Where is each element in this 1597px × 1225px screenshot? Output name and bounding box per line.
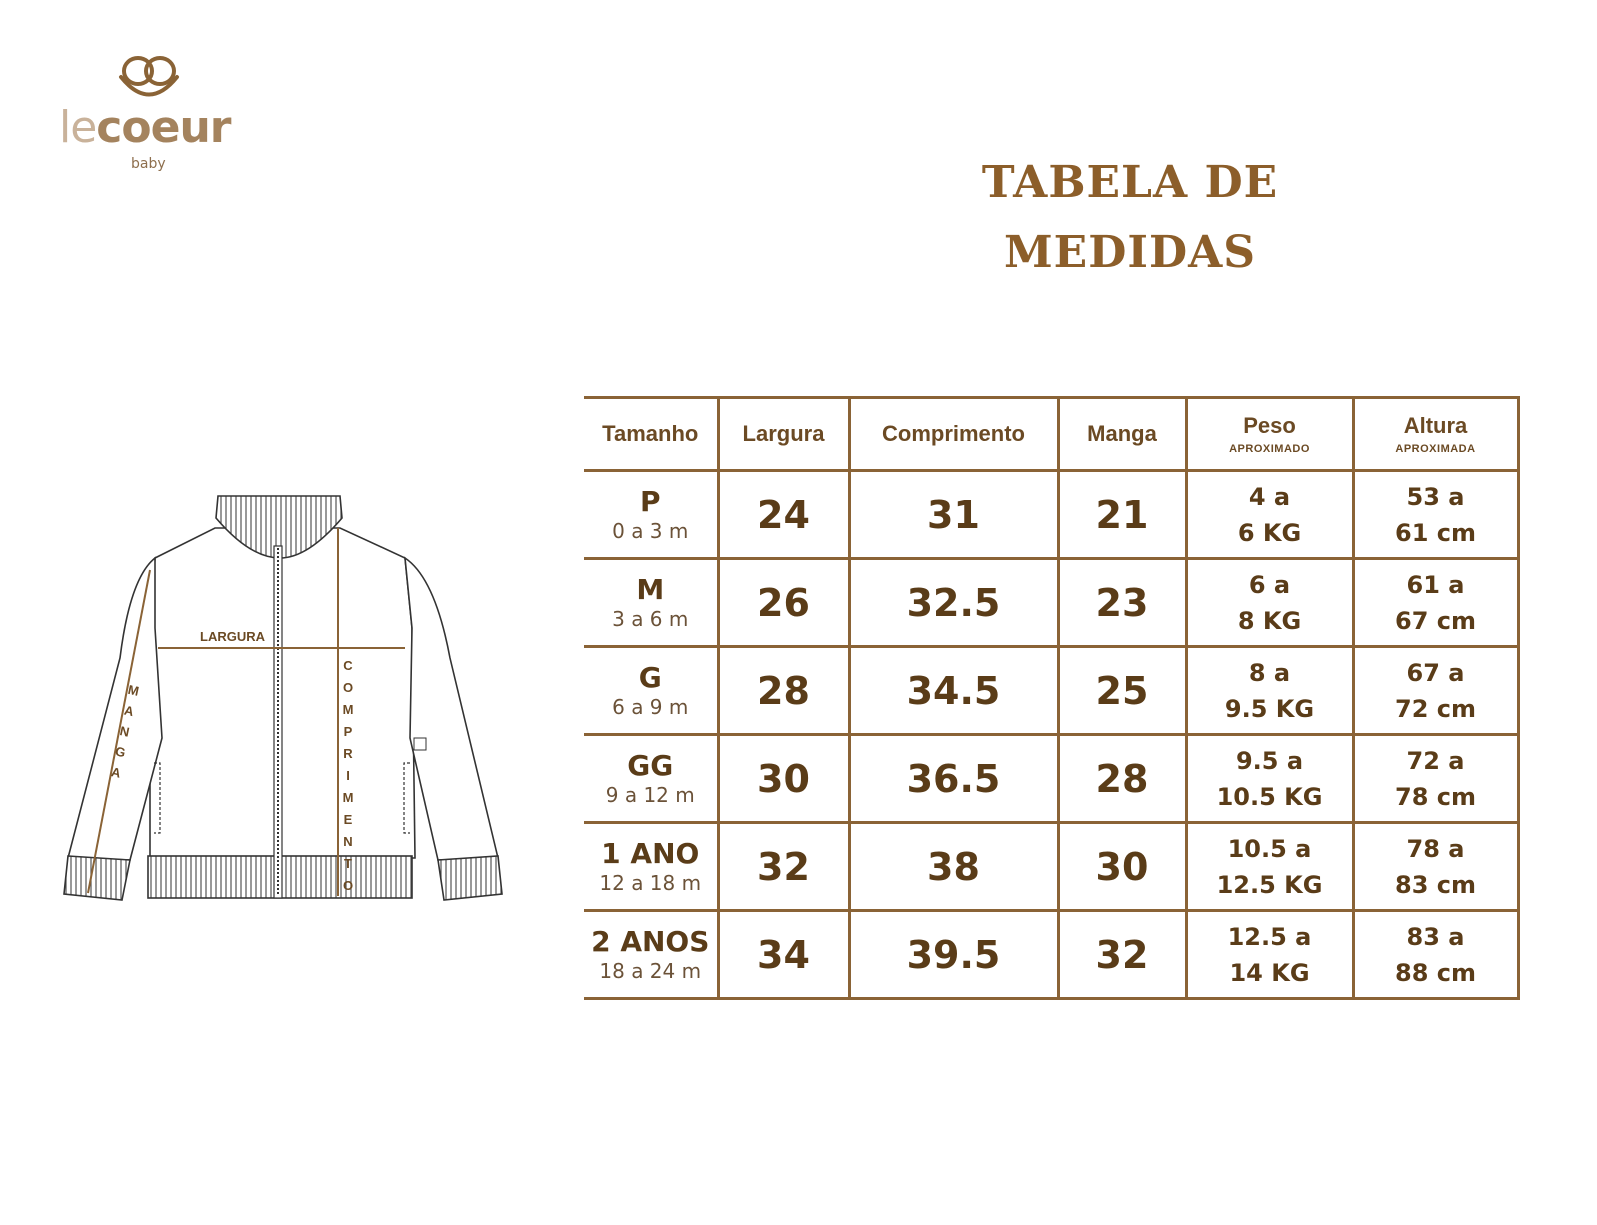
header-tamanho: Tamanho: [584, 398, 718, 471]
largura-cell: 24: [718, 471, 849, 559]
altura-cell: 78 a 83 cm: [1353, 823, 1518, 911]
table-row: [584, 911, 1518, 999]
peso-cell: 10.5 a 12.5 KG: [1186, 823, 1353, 911]
header-altura: Altura APROXIMADA: [1353, 398, 1518, 471]
size-cell: 1 ANO 12 a 18 m: [584, 823, 718, 911]
size-cell: G 6 a 9 m: [584, 647, 718, 735]
table-row: [584, 735, 1518, 823]
largura-label: LARGURA: [200, 629, 265, 644]
header-manga: Manga: [1058, 398, 1186, 471]
manga-cell: 25: [1058, 647, 1186, 735]
brand-logo: [55, 50, 255, 180]
largura-cell: 26: [718, 559, 849, 647]
brand-subtitle: baby: [131, 156, 166, 172]
comprimento-cell: 32.5: [849, 559, 1058, 647]
comprimento-cell: 36.5: [849, 735, 1058, 823]
table-header-row: [584, 398, 1518, 471]
altura-cell: 72 a 78 cm: [1353, 735, 1518, 823]
heart-logo-icon: [55, 50, 255, 110]
peso-cell: 12.5 a 14 KG: [1186, 911, 1353, 999]
comprimento-cell: 31: [849, 471, 1058, 559]
altura-cell: 61 a 67 cm: [1353, 559, 1518, 647]
size-cell: GG 9 a 12 m: [584, 735, 718, 823]
size-cell: 2 ANOS 18 a 24 m: [584, 911, 718, 999]
peso-cell: 8 a 9.5 KG: [1186, 647, 1353, 735]
manga-cell: 28: [1058, 735, 1186, 823]
altura-cell: 53 a 61 cm: [1353, 471, 1518, 559]
brand-wordmark: lecoeur: [59, 102, 231, 153]
comprimento-cell: 38: [849, 823, 1058, 911]
manga-cell: 32: [1058, 911, 1186, 999]
comprimento-cell: 39.5: [849, 911, 1058, 999]
header-largura: Largura: [718, 398, 849, 471]
size-table: [584, 396, 1520, 1000]
largura-cell: 34: [718, 911, 849, 999]
manga-cell: 23: [1058, 559, 1186, 647]
size-cell: M 3 a 6 m: [584, 559, 718, 647]
table-row: [584, 471, 1518, 559]
comprimento-label: COMPRIMENTO: [340, 658, 356, 900]
manga-label: MANGA: [105, 681, 143, 788]
largura-cell: 32: [718, 823, 849, 911]
table-row: [584, 559, 1518, 647]
altura-cell: 83 a 88 cm: [1353, 911, 1518, 999]
peso-cell: 6 a 8 KG: [1186, 559, 1353, 647]
size-cell: P 0 a 3 m: [584, 471, 718, 559]
manga-cell: 30: [1058, 823, 1186, 911]
page-title: TABELA DE MEDIDAS: [981, 157, 1279, 278]
altura-cell: 67 a 72 cm: [1353, 647, 1518, 735]
jacket-diagram: [60, 488, 510, 908]
table-row: [584, 823, 1518, 911]
largura-cell: 28: [718, 647, 849, 735]
table-row: [584, 647, 1518, 735]
header-comprimento: Comprimento: [849, 398, 1058, 471]
manga-cell: 21: [1058, 471, 1186, 559]
header-peso: Peso APROXIMADO: [1186, 398, 1353, 471]
largura-cell: 30: [718, 735, 849, 823]
peso-cell: 4 a 6 KG: [1186, 471, 1353, 559]
peso-cell: 9.5 a 10.5 KG: [1186, 735, 1353, 823]
comprimento-cell: 34.5: [849, 647, 1058, 735]
